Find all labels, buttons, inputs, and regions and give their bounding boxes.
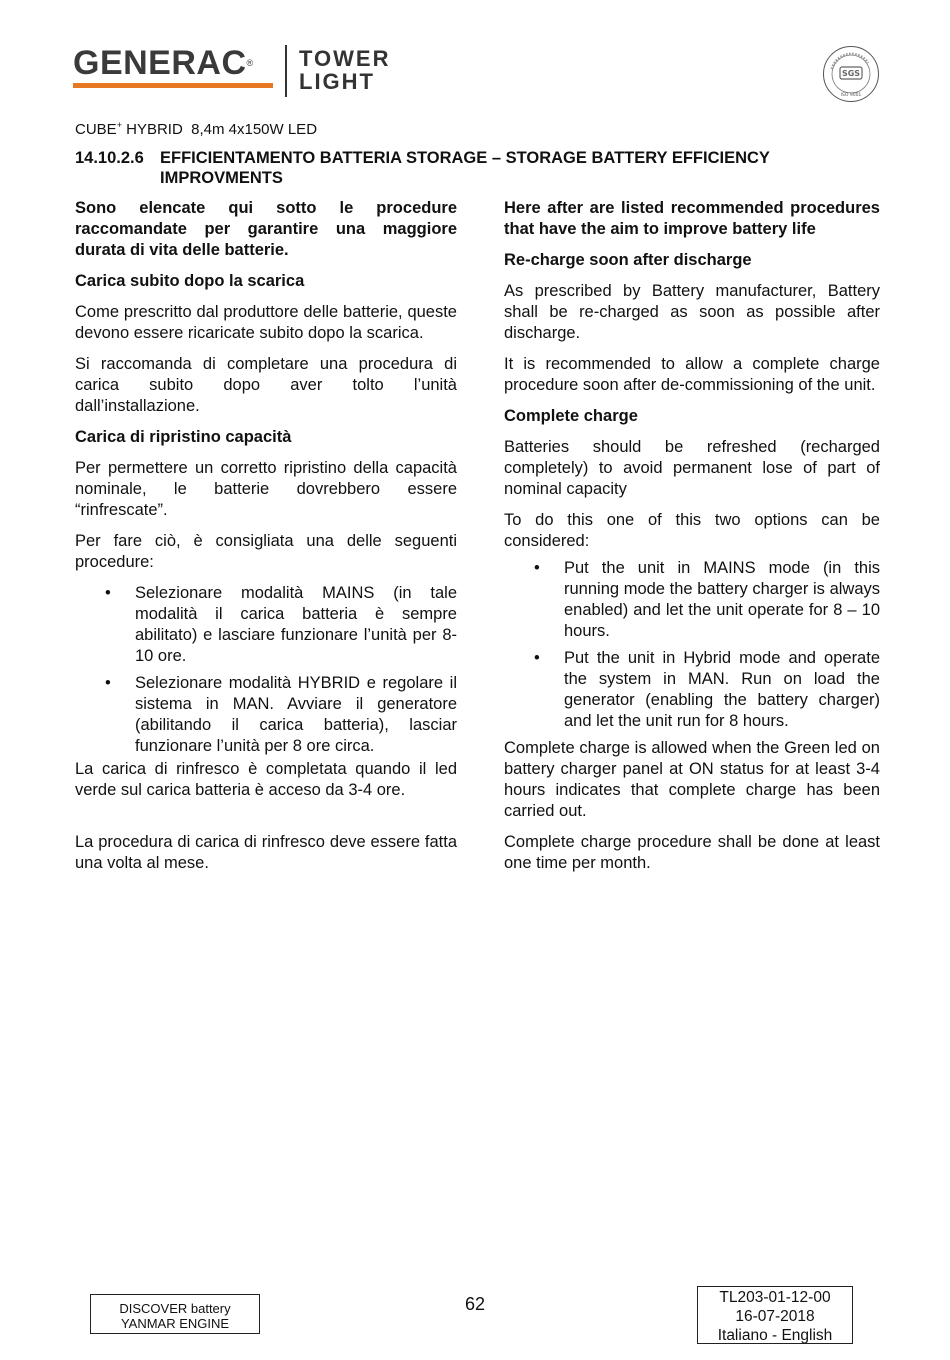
product-subtitle <box>75 116 317 139</box>
english-bullet-2: Put the unit in Hybrid mode and operate the system in MAN. Run on load the generator (enabling the battery charger) and let the unit run for 8 hours. <box>564 649 880 730</box>
italian-bullet-1: Selezionare modalità MAINS (in tale modalità il carica batteria è sempre abilitato) e lasciare funzionare l’unità per 8-10 ore. <box>135 584 457 665</box>
product-name: CUBE <box>75 121 117 138</box>
list-item <box>75 673 457 757</box>
logo-orange-bar <box>73 83 273 88</box>
english-column <box>504 198 880 884</box>
section-title-line2: IMPROVMENTS <box>160 169 283 187</box>
logo-brand: GENERAC <box>73 44 247 82</box>
english-paragraph-6: Complete charge procedure shall be done at least one time per month. <box>504 833 880 872</box>
logo-light: LIGHT <box>299 69 375 94</box>
italian-procedure-list <box>75 583 457 757</box>
italian-heading-recharge: Carica subito dopo la scarica <box>75 272 305 290</box>
section-title <box>75 148 875 188</box>
english-paragraph-5: Complete charge is allowed when the Green led on battery charger panel at ON status for at least 3-4 hours indicates that complete charge has been carried out. <box>504 739 880 820</box>
section-number: 14.10.2.6 <box>75 149 144 167</box>
bullet-icon: • <box>534 649 540 667</box>
italian-paragraph-2: Si raccomanda di completare una procedura di carica subito dopo aver tolto l’unità dall’installazione. <box>75 355 457 415</box>
logo-divider <box>285 45 287 97</box>
footer-document-tag <box>90 1294 260 1334</box>
logo-registered-mark: ® <box>246 58 254 68</box>
english-intro: Here after are listed recommended procedures that have the aim to improve battery life <box>504 199 880 238</box>
footer-document-info <box>697 1286 853 1344</box>
list-item <box>75 583 457 667</box>
italian-heading-capacity: Carica di ripristino capacità <box>75 428 292 446</box>
document-date: 16-07-2018 <box>735 1308 815 1325</box>
italian-paragraph-3: Per permettere un corretto ripristino della capacità nominale, le batterie dovrebbero essere “rinfrescate”. <box>75 459 457 519</box>
svg-text:SGS: SGS <box>841 69 861 78</box>
logo-tower: TOWER <box>299 46 391 71</box>
generac-tower-light-logo <box>73 45 433 97</box>
italian-column <box>75 198 457 884</box>
footer-left-line1: DISCOVER battery <box>119 1301 231 1316</box>
bullet-icon: • <box>534 559 540 577</box>
english-heading-recharge: Re-charge soon after discharge <box>504 251 752 269</box>
italian-bullet-2: Selezionare modalità HYBRID e regolare il sistema in MAN. Avviare il generatore (abilitando il carica batteria), lasciar funzionare l’unità per 8 ore circa. <box>135 674 457 755</box>
english-paragraph-3: Batteries should be refreshed (recharged completely) to avoid permanent lose of part of nominal capacity <box>504 438 880 498</box>
page-number: 62 <box>464 1294 486 1314</box>
italian-paragraph-6: La procedura di carica di rinfresco deve essere fatta una volta al mese. <box>75 833 457 872</box>
document-language: Italiano - English <box>717 1327 833 1344</box>
english-paragraph-1: As prescribed by Battery manufacturer, Battery shall be re-charged as soon as possible after discharge. <box>504 282 880 342</box>
bullet-icon: • <box>105 674 111 692</box>
section-title-line1: EFFICIENTAMENTO BATTERIA STORAGE – STORAGE BATTERY EFFICIENCY <box>160 149 770 167</box>
english-procedure-list <box>504 558 880 732</box>
list-item <box>504 648 880 732</box>
english-heading-complete-charge: Complete charge <box>504 407 638 425</box>
italian-paragraph-4: Per fare ciò, è consigliata una delle seguenti procedure: <box>75 532 457 571</box>
document-code: TL203-01-12-00 <box>719 1289 831 1306</box>
bullet-icon: • <box>105 584 111 602</box>
italian-paragraph-1: Come prescritto dal produttore delle batterie, queste devono essere ricaricate subito dopo la scarica. <box>75 303 457 342</box>
product-mark: + <box>116 120 122 130</box>
iso-certification-seal-icon <box>822 45 880 103</box>
italian-intro: Sono elencate qui sotto le procedure raccomandate per garantire una maggiore durata di vita delle batterie. <box>75 199 457 259</box>
list-item <box>504 558 880 642</box>
product-spec: HYBRID 8,4m 4x150W LED <box>126 121 318 138</box>
english-paragraph-2: It is recommended to allow a complete charge procedure soon after de-commissioning of the unit. <box>504 355 880 394</box>
italian-paragraph-5: La carica di rinfresco è completata quando il led verde sul carica batteria è acceso da 3-4 ore. <box>75 760 457 799</box>
english-paragraph-4: To do this one of this two options can be considered: <box>504 511 880 550</box>
english-bullet-1: Put the unit in MAINS mode (in this running mode the battery charger is always enabled) and let the unit operate for 8 – 10 hours. <box>564 559 880 640</box>
cert-seal-text: ISO 9001 <box>840 93 862 98</box>
footer-left-line2: YANMAR ENGINE <box>120 1316 230 1331</box>
